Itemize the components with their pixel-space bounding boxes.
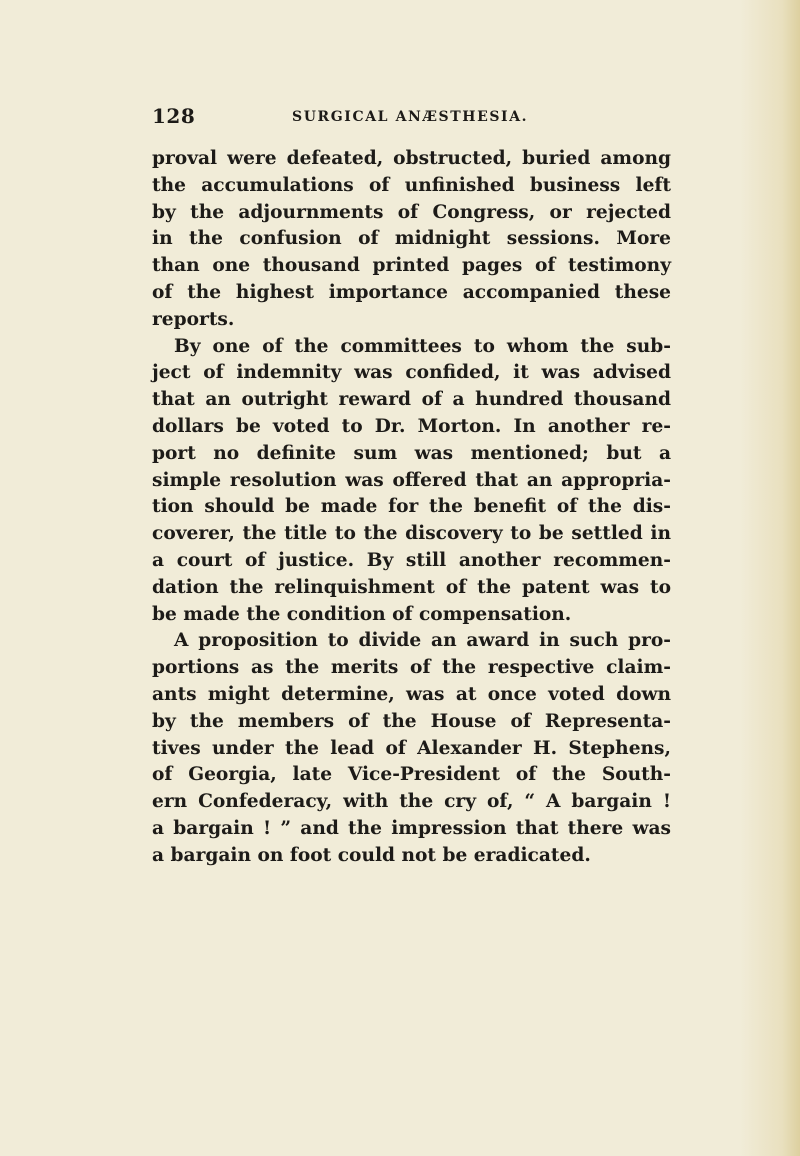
text-line: by the members of the House of Representa-	[152, 710, 671, 732]
text-line: a court of justice. By still another recommen-	[152, 549, 671, 571]
text-line: by the adjournments of Congress, or rejected	[152, 201, 671, 223]
text-line: in the confusion of midnight sessions. More	[152, 228, 671, 250]
text-line: ern Confederacy, with the cry of, “ A bargain !	[152, 791, 671, 813]
text-line: be made the condition of compensation.	[152, 603, 572, 625]
text-line: than one thousand printed pages of testimony	[152, 255, 671, 277]
text-line: a bargain ! ” and the impression that there was	[152, 817, 671, 839]
text-line: a bargain on foot could not be eradicated.	[152, 844, 591, 866]
text-line: dation the relinquishment of the patent was to	[152, 576, 671, 598]
text-line: the accumulations of unfinished business left	[152, 174, 671, 196]
text-line: dollars be voted to Dr. Morton. In another re-	[152, 415, 671, 437]
text-line: coverer, the title to the discovery to be settled in	[152, 523, 671, 545]
body-text	[152, 146, 671, 870]
text-line: that an outright reward of a hundred thousand	[152, 389, 671, 411]
text-line: portions as the merits of the respective claim-	[152, 657, 671, 679]
text-line: proval were defeated, obstructed, buried among	[152, 148, 671, 169]
page-header	[152, 104, 672, 134]
text-line: A proposition to divide an award in such pro-	[174, 630, 671, 652]
text-line: port no definite sum was mentioned; but a	[152, 442, 671, 464]
text-line: ants might determine, was at once voted down	[152, 683, 671, 705]
running-head: SURGICAL ANÆSTHESIA.	[292, 109, 529, 125]
text-line: of Georgia, late Vice-President of the South-	[152, 764, 671, 786]
text-line: tion should be made for the benefit of the dis-	[152, 496, 671, 518]
text-line: ject of indemnity was confided, it was advised	[152, 362, 671, 384]
text-line: By one of the committees to whom the sub-	[174, 335, 671, 357]
text-line: simple resolution was offered that an appropria-	[152, 469, 671, 491]
text-line: of the highest importance accompanied these	[152, 281, 671, 303]
page-edge-shading	[740, 0, 800, 1156]
page-number: 128	[152, 104, 196, 128]
text-line: reports.	[152, 308, 235, 330]
text-line: tives under the lead of Alexander H. Stephens,	[152, 737, 671, 759]
